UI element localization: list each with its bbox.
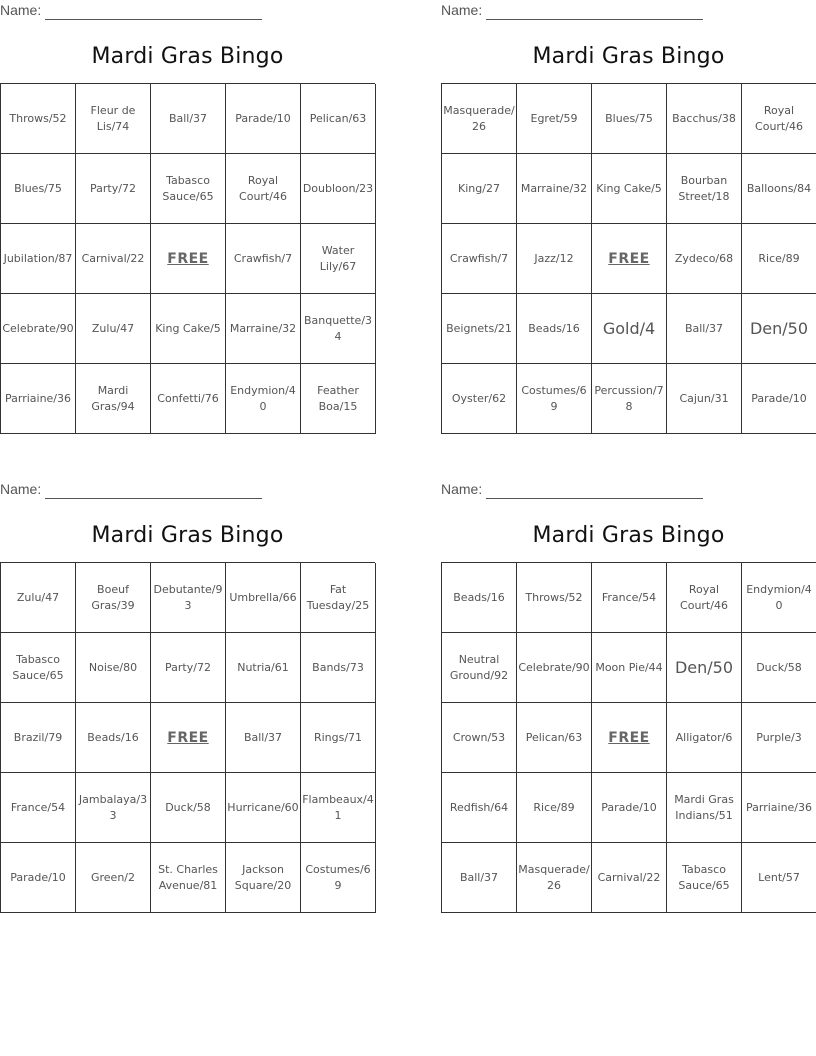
bingo-cell[interactable]: Banquette/34 <box>301 294 376 364</box>
free-space[interactable]: FREE <box>592 224 667 294</box>
bingo-cell[interactable]: King/27 <box>442 154 517 224</box>
bingo-cell[interactable]: Costumes/69 <box>301 843 376 913</box>
card-title: Mardi Gras Bingo <box>532 523 725 548</box>
card-title: Mardi Gras Bingo <box>532 44 725 69</box>
bingo-grid <box>0 562 375 913</box>
bingo-cell[interactable]: Royal Court/46 <box>667 563 742 633</box>
bingo-cell[interactable]: Parade/10 <box>226 84 301 154</box>
free-space[interactable]: FREE <box>151 703 226 773</box>
bingo-cell[interactable]: Beads/16 <box>517 294 592 364</box>
bingo-cell[interactable]: Debutante/93 <box>151 563 226 633</box>
bingo-cell[interactable]: Marraine/32 <box>226 294 301 364</box>
bingo-cell[interactable]: Endymion/40 <box>226 364 301 434</box>
name-underline[interactable] <box>486 5 703 20</box>
bingo-cell[interactable]: Parade/10 <box>742 364 816 434</box>
bingo-cell[interactable]: King Cake/5 <box>592 154 667 224</box>
bingo-cell[interactable]: Duck/58 <box>742 633 816 703</box>
bingo-cell[interactable]: Egret/59 <box>517 84 592 154</box>
bingo-cell[interactable]: Oyster/62 <box>442 364 517 434</box>
bingo-cell[interactable]: Umbrella/66 <box>226 563 301 633</box>
bingo-cell[interactable]: Zulu/47 <box>76 294 151 364</box>
bingo-cell[interactable]: Doubloon/23 <box>301 154 376 224</box>
bingo-cell[interactable]: Blues/75 <box>1 154 76 224</box>
bingo-cell[interactable]: Pelican/63 <box>301 84 376 154</box>
bingo-cell[interactable]: Rings/71 <box>301 703 376 773</box>
bingo-cell[interactable]: Jubilation/87 <box>1 224 76 294</box>
bingo-cell[interactable]: Party/72 <box>76 154 151 224</box>
bingo-cell[interactable]: Confetti/76 <box>151 364 226 434</box>
bingo-cell[interactable]: Beignets/21 <box>442 294 517 364</box>
card-title: Mardi Gras Bingo <box>91 523 284 548</box>
bingo-cell[interactable]: France/54 <box>1 773 76 843</box>
bingo-cell[interactable]: Fat Tuesday/25 <box>301 563 376 633</box>
name-label: Name: <box>441 481 483 497</box>
bingo-cell[interactable]: Water Lily/67 <box>301 224 376 294</box>
name-underline[interactable] <box>45 5 262 20</box>
name-underline[interactable] <box>45 484 262 499</box>
bingo-cell[interactable]: Ball/37 <box>667 294 742 364</box>
bingo-cell[interactable]: Costumes/69 <box>517 364 592 434</box>
bingo-cell[interactable]: Celebrate/90 <box>1 294 76 364</box>
bingo-card-4 <box>441 479 816 892</box>
free-space[interactable]: FREE <box>151 224 226 294</box>
bingo-cell[interactable]: Party/72 <box>151 633 226 703</box>
bingo-cell[interactable]: Carnival/22 <box>592 843 667 913</box>
bingo-cell[interactable]: Crawfish/7 <box>226 224 301 294</box>
bingo-cell[interactable]: Celebrate/90 <box>517 633 592 703</box>
bingo-cell[interactable]: Zulu/47 <box>1 563 76 633</box>
name-label: Name: <box>0 2 42 18</box>
bingo-cell[interactable]: Bourban Street/18 <box>667 154 742 224</box>
bingo-cell[interactable]: Ball/37 <box>151 84 226 154</box>
name-field[interactable] <box>441 0 816 20</box>
bingo-cell[interactable]: Mardi Gras Indians/51 <box>667 773 742 843</box>
name-label: Name: <box>0 481 42 497</box>
bingo-card-1 <box>0 0 375 413</box>
bingo-cell[interactable]: Neutral Ground/92 <box>442 633 517 703</box>
name-field[interactable] <box>0 479 375 499</box>
bingo-cell[interactable]: Tabasco Sauce/65 <box>667 843 742 913</box>
bingo-cell[interactable]: Ball/37 <box>442 843 517 913</box>
bingo-cell[interactable]: Purple/3 <box>742 703 816 773</box>
bingo-cell[interactable]: Tabasco Sauce/65 <box>1 633 76 703</box>
bingo-cell[interactable]: Redfish/64 <box>442 773 517 843</box>
bingo-cell[interactable]: Bacchus/38 <box>667 84 742 154</box>
name-field[interactable] <box>441 479 816 499</box>
bingo-cell[interactable]: Feather Boa/15 <box>301 364 376 434</box>
bingo-cell[interactable]: Noise/80 <box>76 633 151 703</box>
bingo-cell[interactable]: Parade/10 <box>592 773 667 843</box>
bingo-cell[interactable]: Moon Pie/44 <box>592 633 667 703</box>
name-label: Name: <box>441 2 483 18</box>
bingo-cell[interactable]: Parriaine/36 <box>742 773 816 843</box>
bingo-cell[interactable]: Parade/10 <box>1 843 76 913</box>
bingo-cell[interactable]: Boeuf Gras/39 <box>76 563 151 633</box>
bingo-cell[interactable]: Jazz/12 <box>517 224 592 294</box>
bingo-cell[interactable]: Jackson Square/20 <box>226 843 301 913</box>
bingo-cell[interactable]: Jambalaya/33 <box>76 773 151 843</box>
bingo-cell[interactable]: Cajun/31 <box>667 364 742 434</box>
bingo-grid <box>441 83 816 434</box>
bingo-cell[interactable]: Ball/37 <box>226 703 301 773</box>
bingo-cell[interactable]: Den/50 <box>742 294 816 364</box>
bingo-cell[interactable]: France/54 <box>592 563 667 633</box>
bingo-cell[interactable]: Brazil/79 <box>1 703 76 773</box>
bingo-cell[interactable]: Carnival/22 <box>76 224 151 294</box>
bingo-cell[interactable]: Percussion/78 <box>592 364 667 434</box>
bingo-cell[interactable]: Green/2 <box>76 843 151 913</box>
bingo-grid <box>441 562 816 913</box>
bingo-cell[interactable]: Masquerade/26 <box>517 843 592 913</box>
bingo-cell[interactable]: Hurricane/60 <box>226 773 301 843</box>
bingo-cell[interactable]: Royal Court/46 <box>742 84 816 154</box>
bingo-cell[interactable]: Throws/52 <box>517 563 592 633</box>
card-title: Mardi Gras Bingo <box>91 44 284 69</box>
bingo-card-2 <box>441 0 816 413</box>
bingo-cell[interactable]: Pelican/63 <box>517 703 592 773</box>
bingo-cell[interactable]: St. Charles Avenue/81 <box>151 843 226 913</box>
bingo-cell[interactable]: Rice/89 <box>517 773 592 843</box>
bingo-cell[interactable]: Mardi Gras/94 <box>76 364 151 434</box>
bingo-grid <box>0 83 375 434</box>
bingo-cell[interactable]: Alligator/6 <box>667 703 742 773</box>
bingo-cell[interactable]: Royal Court/46 <box>226 154 301 224</box>
bingo-card-3 <box>0 479 375 892</box>
bingo-cell[interactable]: Crawfish/7 <box>442 224 517 294</box>
bingo-cell[interactable]: Nutria/61 <box>226 633 301 703</box>
bingo-cell[interactable]: King Cake/5 <box>151 294 226 364</box>
free-space[interactable]: FREE <box>592 703 667 773</box>
bingo-cell[interactable]: Fleur de Lis/74 <box>76 84 151 154</box>
bingo-cell[interactable]: Balloons/84 <box>742 154 816 224</box>
bingo-cell[interactable]: Den/50 <box>667 633 742 703</box>
bingo-cell[interactable]: Beads/16 <box>76 703 151 773</box>
bingo-cell[interactable]: Lent/57 <box>742 843 816 913</box>
bingo-cell[interactable]: Crown/53 <box>442 703 517 773</box>
bingo-cell[interactable]: Rice/89 <box>742 224 816 294</box>
bingo-cell[interactable]: Parriaine/36 <box>1 364 76 434</box>
bingo-cell[interactable]: Tabasco Sauce/65 <box>151 154 226 224</box>
bingo-cell[interactable]: Duck/58 <box>151 773 226 843</box>
bingo-cell[interactable]: Endymion/40 <box>742 563 816 633</box>
bingo-cell[interactable]: Masquerade/26 <box>442 84 517 154</box>
name-underline[interactable] <box>486 484 703 499</box>
bingo-cell[interactable]: Zydeco/68 <box>667 224 742 294</box>
bingo-cell[interactable]: Flambeaux/41 <box>301 773 376 843</box>
bingo-cell[interactable]: Bands/73 <box>301 633 376 703</box>
bingo-cell[interactable]: Blues/75 <box>592 84 667 154</box>
bingo-cell[interactable]: Throws/52 <box>1 84 76 154</box>
bingo-cell[interactable]: Marraine/32 <box>517 154 592 224</box>
bingo-cell[interactable]: Beads/16 <box>442 563 517 633</box>
bingo-cell[interactable]: Gold/4 <box>592 294 667 364</box>
name-field[interactable] <box>0 0 375 20</box>
